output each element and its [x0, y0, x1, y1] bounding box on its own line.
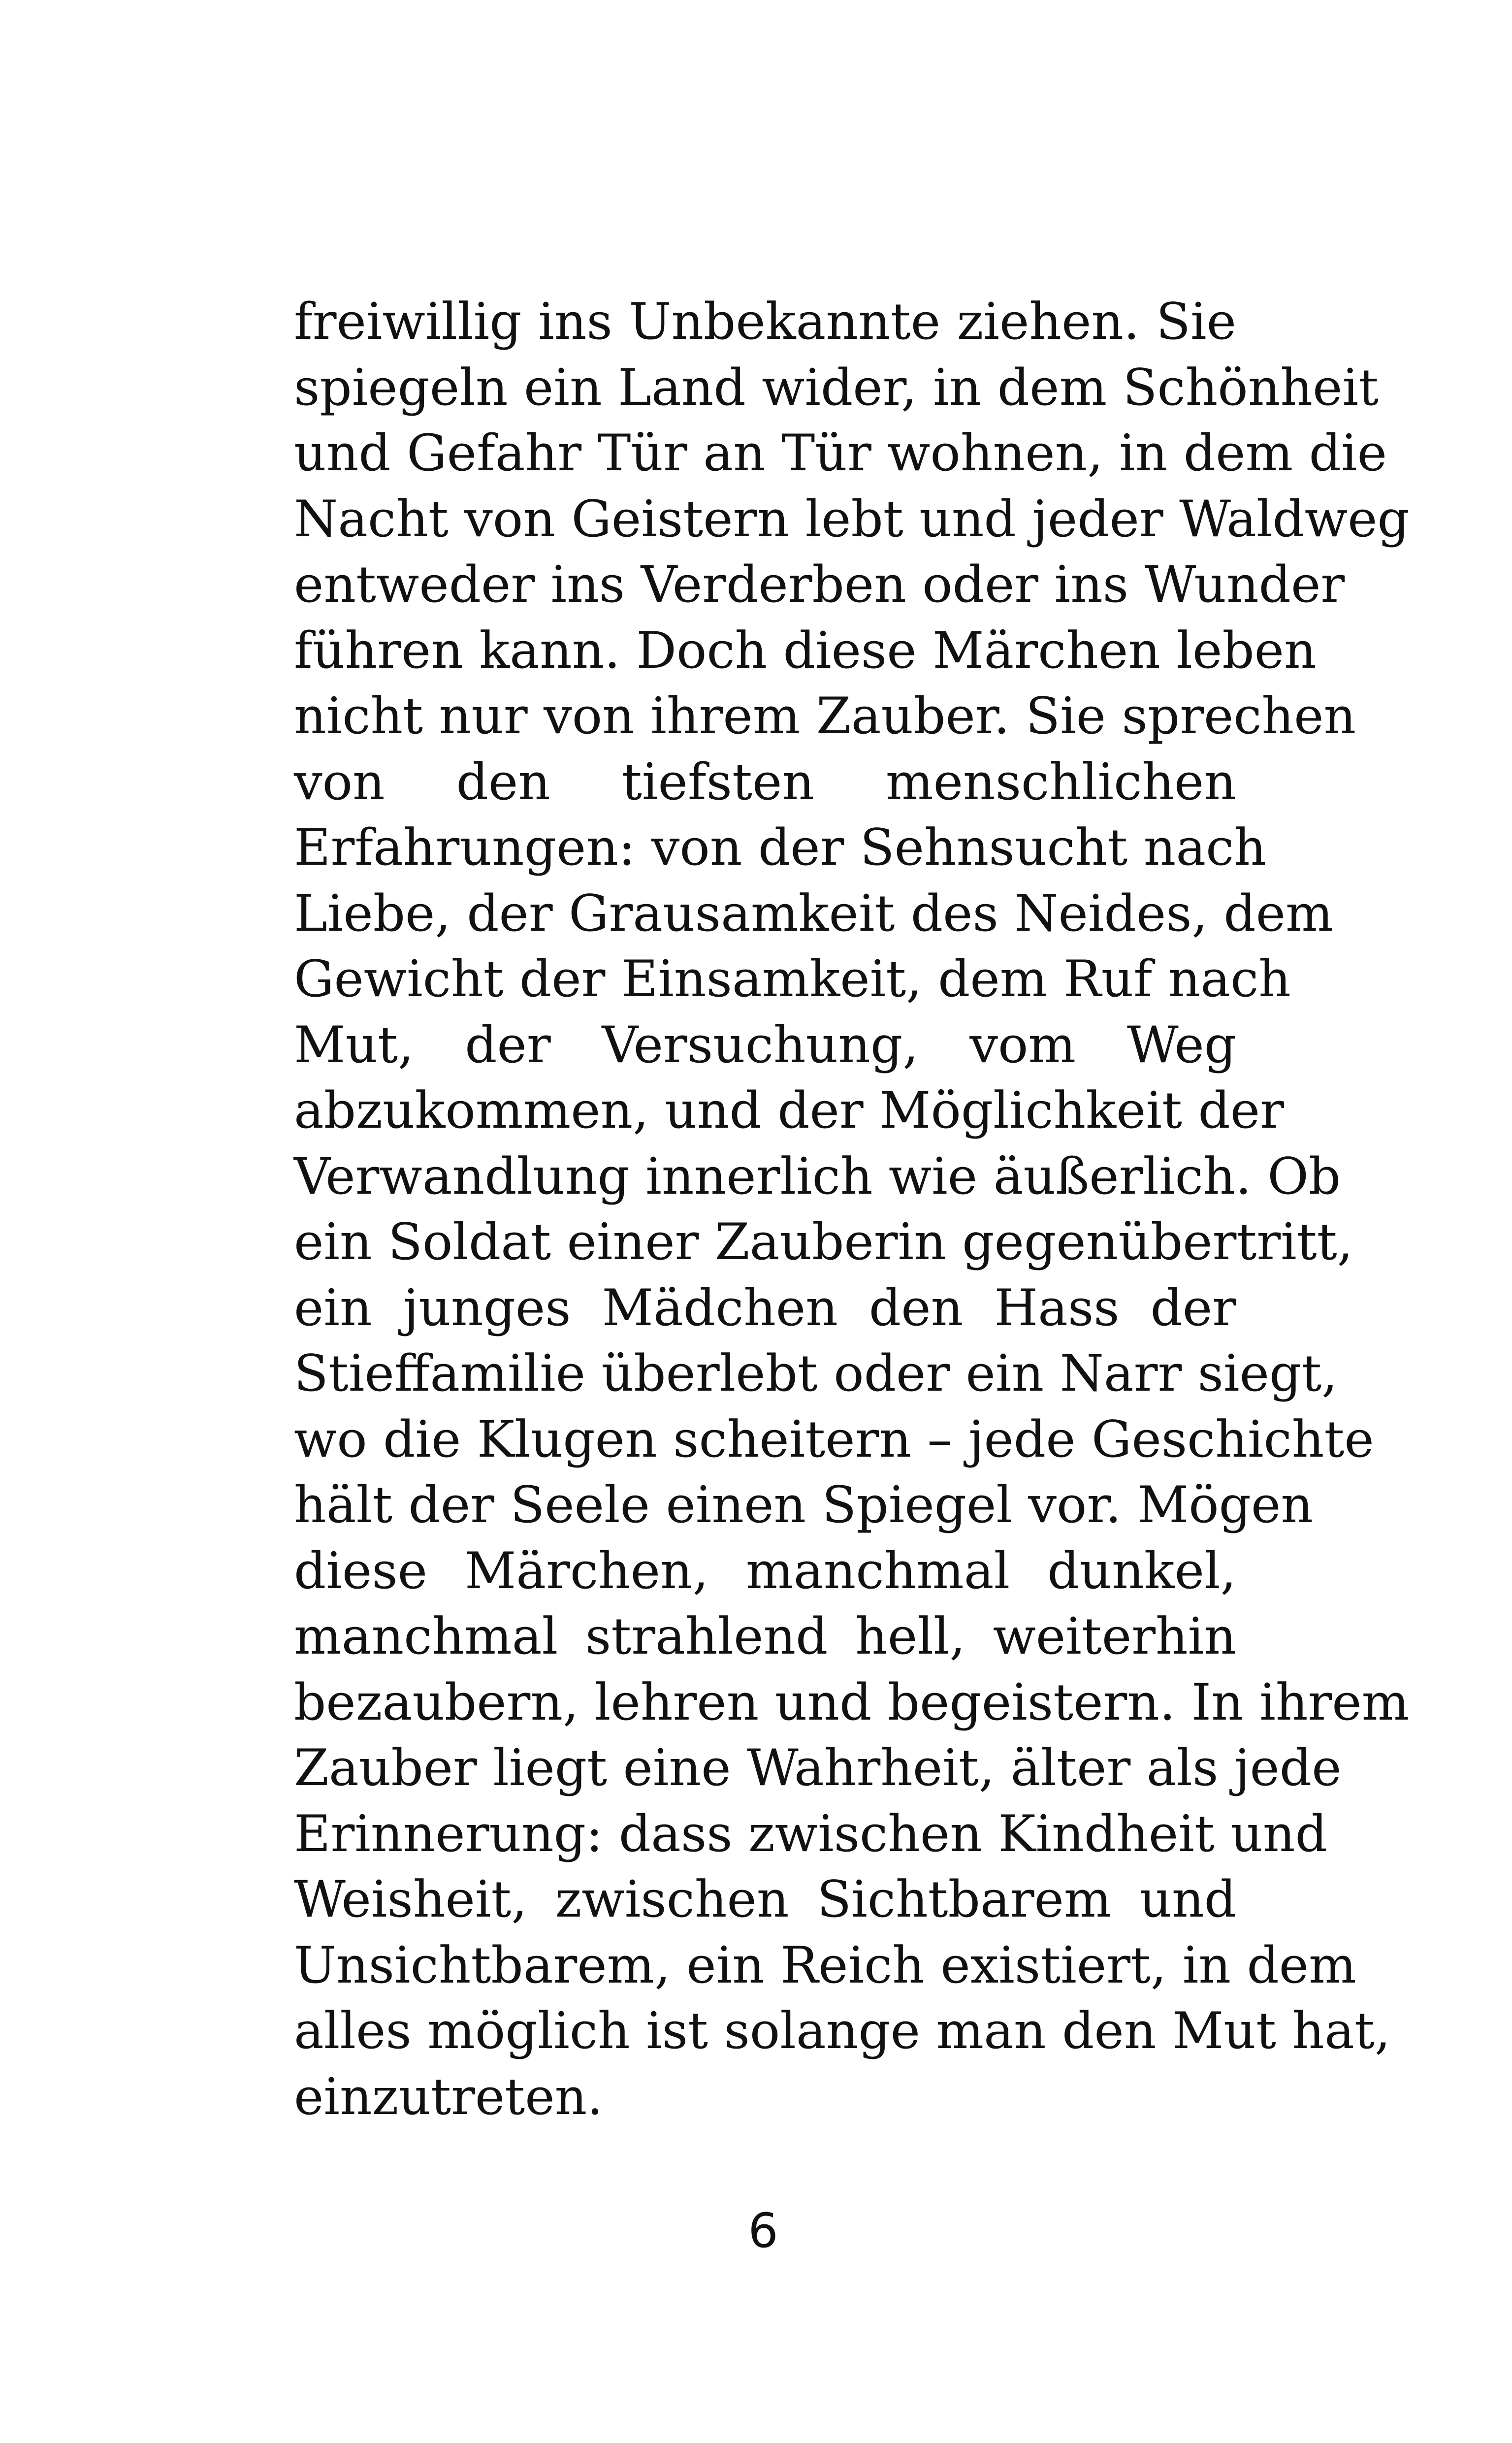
text-line: manchmal strahlend hell, weiterhin: [294, 1607, 1236, 1666]
text-line-last: einzutreten.: [294, 2067, 603, 2126]
text-line: alles möglich ist solange man den Mut hat,: [294, 2002, 1391, 2060]
text-line: Erfahrungen: von der Sehnsucht nach: [294, 818, 1266, 877]
text-line: spiegeln ein Land wider, in dem Schönheit: [294, 358, 1379, 417]
text-line: Verwandlung innerlich wie äußerlich. Ob: [294, 1147, 1341, 1206]
text-line: und Gefahr Tür an Tür wohnen, in dem die: [294, 424, 1387, 483]
text-line: Mut, der Versuchung, vom Weg: [294, 1015, 1236, 1075]
text-line: Gewicht der Einsamkeit, dem Ruf nach: [294, 950, 1291, 1009]
text-line: freiwillig ins Unbekannte ziehen. Sie: [294, 293, 1236, 351]
body-paragraph: [294, 289, 1410, 2130]
text-line: entweder ins Verderben oder ins Wunder: [294, 555, 1345, 614]
text-line: Stieffamilie überlebt oder ein Narr siegt,: [294, 1344, 1338, 1403]
text-line: wo die Klugen scheitern – jede Geschichte: [294, 1410, 1374, 1469]
text-line: Erinnerung: dass zwischen Kindheit und: [294, 1804, 1327, 1863]
text-line: diese Märchen, manchmal dunkel,: [294, 1541, 1236, 1600]
text-line: abzukommen, und der Möglichkeit der: [294, 1081, 1284, 1140]
page-number: 6: [748, 2203, 778, 2258]
text-line: von den tiefsten menschlichen: [294, 752, 1236, 812]
text-line: hält der Seele einen Spiegel vor. Mögen: [294, 1476, 1314, 1534]
text-line: Weisheit, zwischen Sichtbarem und: [294, 1870, 1236, 1929]
text-line: Nacht von Geistern lebt und jeder Waldweg: [294, 489, 1410, 549]
text-line: führen kann. Doch diese Märchen leben: [294, 621, 1317, 680]
text-line: bezaubern, lehren und begeistern. In ihrem: [294, 1673, 1410, 1732]
text-line: ein junges Mädchen den Hass der: [294, 1278, 1236, 1337]
text-line: Liebe, der Grausamkeit des Neides, dem: [294, 884, 1333, 943]
text-line: ein Soldat einer Zauberin gegenübertritt,: [294, 1213, 1353, 1271]
text-line: Unsichtbarem, ein Reich existiert, in dem: [294, 1936, 1356, 1995]
text-line: Zauber liegt eine Wahrheit, älter als jede: [294, 1739, 1342, 1797]
text-line: nicht nur von ihrem Zauber. Sie sprechen: [294, 687, 1356, 746]
